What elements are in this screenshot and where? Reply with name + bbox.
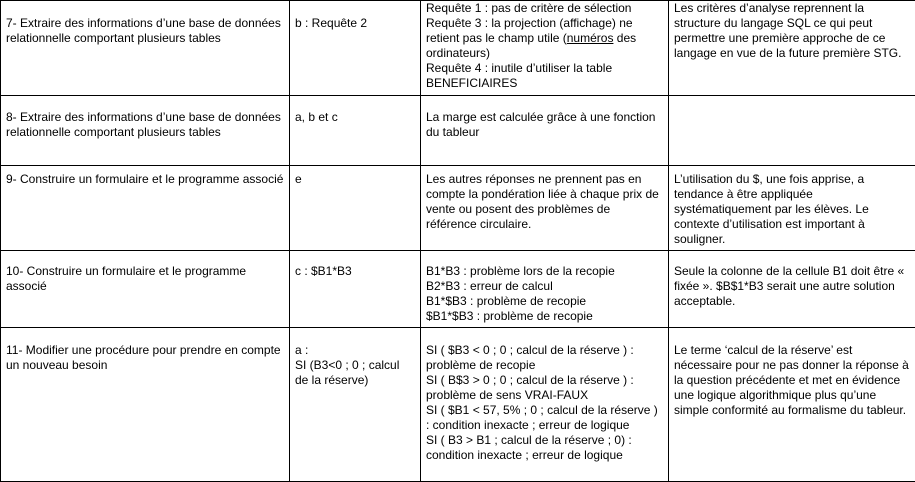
remarques-text: L’utilisation du $, une fois apprise, a tendance à être appliquée systématiquement par les élèves. Le contexte d’utilisation est important à souligner. xyxy=(674,172,869,246)
reponse-cell xyxy=(290,96,421,166)
remarques-text: Le terme ‘calcul de la réserve’ est nécessaire pour ne pas donner la réponse à la question précédente et met en évidence une logique algorithmique plus qu’une simple conformité au formalisme du tableur. xyxy=(674,343,909,417)
competence-text: 9- Construire un formulaire et le programme associé xyxy=(6,172,284,186)
erreur-line: B1*$B3 : problème de recopie xyxy=(426,294,587,308)
competence-text: 11- Modifier une procédure pour prendre en compte un nouveau besoin xyxy=(6,343,281,372)
erreur-line: $B1*$B3 : problème de recopie xyxy=(426,309,593,323)
erreurs-cell xyxy=(421,328,669,482)
reponse-text: c : $B1*B3 xyxy=(295,264,352,278)
erreur-line: Les autres réponses ne prennent pas en compte la pondération liée à chaque prix de vente ou posent des problèmes de référence circulaire. xyxy=(426,172,659,231)
reponse-line: a : xyxy=(295,343,309,357)
competence-cell xyxy=(1,96,290,166)
erreur-line: Requête 3 : la projection (affichage) ne retient pas le champ utile (numéros des ordinateurs) xyxy=(426,16,637,60)
reponse-text: a, b et c xyxy=(295,110,338,124)
remarques-cell xyxy=(669,1,915,96)
erreur-line: SI ( B3 > B1 ; calcul de la réserve ; 0) : condition inexacte ; erreur de logique xyxy=(426,433,632,462)
reponse-line: SI (B3<0 ; 0 ; calcul de la réserve) xyxy=(295,358,400,387)
erreur-line: Requête 4 : inutile d’utiliser la table BENEFICIAIRES xyxy=(426,61,613,90)
remarques-cell xyxy=(669,96,915,166)
table-row xyxy=(1,96,915,166)
table-row xyxy=(1,166,915,251)
remarques-cell xyxy=(669,328,915,482)
competence-cell xyxy=(1,166,290,251)
table-row xyxy=(1,328,915,482)
competence-cell xyxy=(1,251,290,328)
erreur-line: B2*B3 : erreur de calcul xyxy=(426,279,553,293)
competence-text: 8- Extraire des informations d’une base de données relationnelle comportant plusieurs tables xyxy=(6,110,281,139)
remarques-cell xyxy=(669,251,915,328)
reponse-cell xyxy=(290,251,421,328)
reponse-text: b : Requête 2 xyxy=(295,16,368,30)
remarques-text: Seule la colonne de la cellule B1 doit être « fixée ». $B$1*B3 serait une autre solution acceptable. xyxy=(674,264,905,308)
erreur-line: SI ( B$3 > 0 ; 0 ; calcul de la réserve ) : problème de sens VRAI-FAUX xyxy=(426,373,634,402)
reponse-text: e xyxy=(295,172,302,186)
erreur-line: Requête 1 : pas de critère de sélection xyxy=(426,1,632,15)
competence-cell xyxy=(1,328,290,482)
remarques-text: Les critères d’analyse reprennent la structure du langage SQL ce qui peut permettre une première approche de ce langage en vue de la future première STG. xyxy=(674,1,902,60)
erreurs-cell xyxy=(421,96,669,166)
reponse-cell xyxy=(290,1,421,96)
competence-text: 7- Extraire des informations d’une base de données relationnelle comportant plusieurs tables xyxy=(6,16,281,45)
reponse-cell xyxy=(290,328,421,482)
competence-text: 10- Construire un formulaire et le programme associé xyxy=(6,264,247,293)
erreurs-cell xyxy=(421,166,669,251)
competence-cell xyxy=(1,1,290,96)
erreur-line: La marge est calculée grâce à une fonction du tableur xyxy=(426,110,656,139)
erreur-line: SI ( $B3 < 0 ; 0 ; calcul de la réserve ) : problème de recopie xyxy=(426,343,634,372)
table-row xyxy=(1,1,915,96)
remarques-cell xyxy=(669,166,915,251)
erreurs-cell xyxy=(421,251,669,328)
erreurs-cell xyxy=(421,1,669,96)
reponse-cell xyxy=(290,166,421,251)
table-row xyxy=(1,251,915,328)
erreur-line: SI ( $B1 < 57, 5% ; 0 ; calcul de la réserve ) : condition inexacte ; erreur de logique xyxy=(426,403,658,432)
erreur-line: B1*B3 : problème lors de la recopie xyxy=(426,264,615,278)
